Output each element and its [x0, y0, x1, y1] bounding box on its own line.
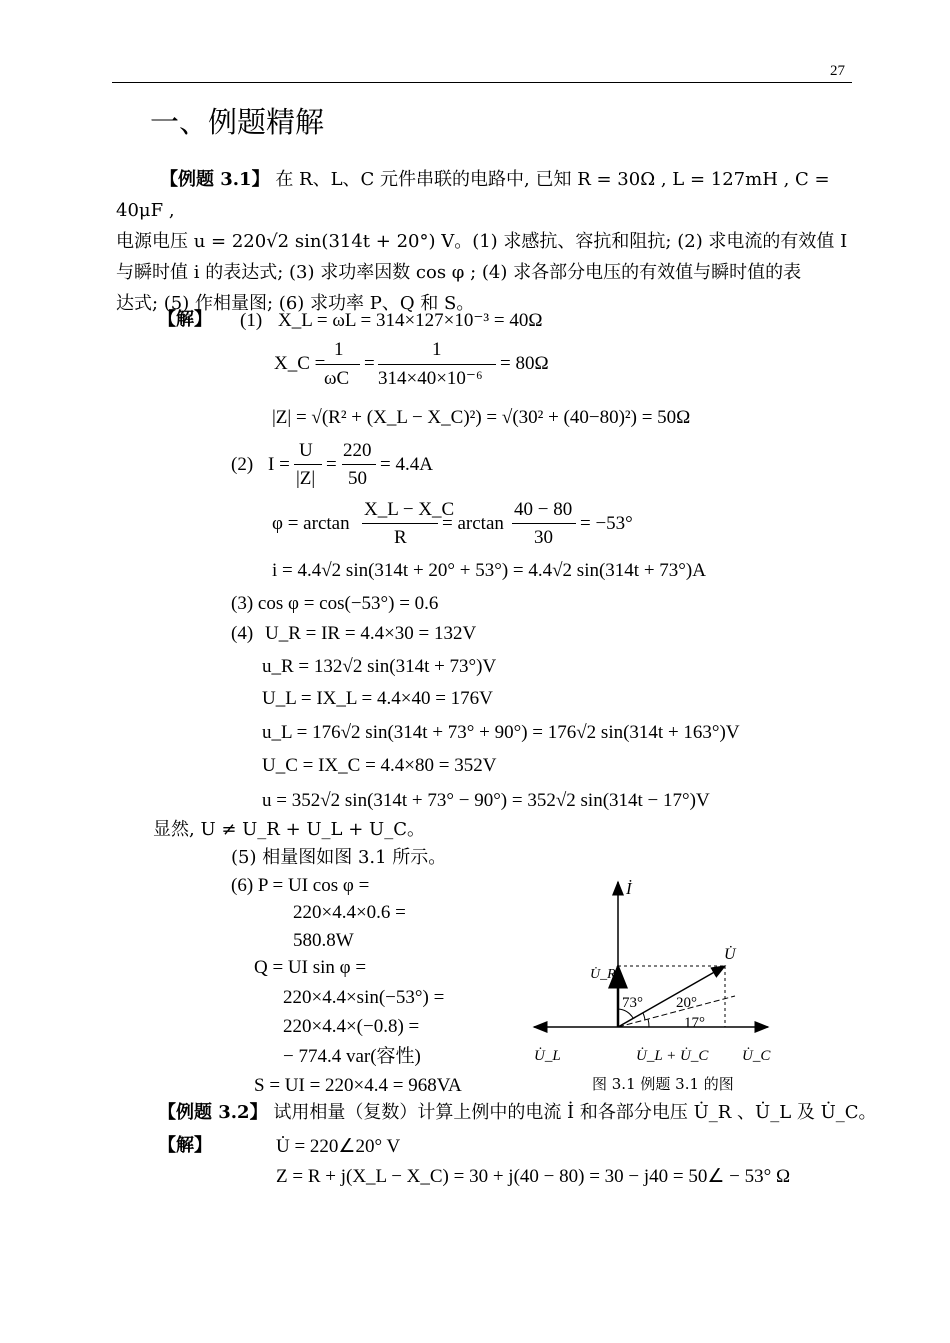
xc-frac1-den: ωC	[324, 368, 350, 389]
phi-lhs: φ = arctan	[272, 513, 350, 534]
xc-result: = 80Ω	[500, 353, 549, 374]
p-line-1: (6) P = UI cos φ =	[231, 875, 370, 896]
phi-mid: = arctan	[442, 513, 504, 534]
xc-lhs: X_C =	[274, 353, 326, 374]
section-title: 一、例题精解	[150, 105, 325, 139]
figure-caption: 图 3.1 例题 3.1 的图	[592, 1075, 734, 1093]
s-line: S = UI = 220×4.4 = 968VA	[254, 1075, 462, 1096]
xc-frac2-bar	[378, 364, 496, 365]
solution-label: 【解】	[158, 309, 212, 330]
example-3-1-line-1: 在 R、L、C 元件串联的电路中, 已知 R = 30Ω , L = 127mH , C = 40μF ,	[116, 169, 830, 221]
label-20: 20°	[676, 995, 697, 1011]
example-3-1-line-4: 达式; (5) 作相量图; (6) 求功率 P、Q 和 S。	[116, 293, 475, 314]
page-number: 27	[830, 63, 845, 79]
xc-eq: =	[364, 353, 375, 374]
xc-frac2-num: 1	[432, 339, 442, 360]
phi-frac2-den: 30	[534, 527, 553, 548]
q-line-4: − 774.4 var(容性)	[283, 1046, 421, 1067]
u-instantaneous: u = 352√2 sin(314t + 73° − 90°) = 352√2 sin(314t − 17°)V	[262, 790, 710, 811]
part-3: (3) cos φ = cos(−53°) = 0.6	[231, 593, 439, 614]
example-3-1	[116, 164, 856, 319]
i-frac1-num: U	[299, 440, 313, 461]
label-ur: U̇_R	[590, 967, 616, 982]
label-ul: U̇_L	[534, 1048, 561, 1064]
example-3-2	[158, 1104, 877, 1122]
phi-frac1-bar	[362, 523, 438, 524]
q-line-3: 220×4.4×(−0.8) =	[283, 1016, 420, 1037]
q-line-1: Q = UI sin φ =	[254, 957, 367, 978]
ul-equation: U_L = IX_L = 4.4×40 = 176V	[262, 688, 493, 709]
label-uc: U̇_C	[742, 1048, 771, 1064]
uc-equation: U_C = IX_C = 4.4×80 = 352V	[262, 755, 497, 776]
i-frac2-num: 220	[343, 440, 372, 461]
p-line-3: 580.8W	[293, 930, 354, 951]
i-frac1-bar	[294, 464, 322, 465]
phi-frac1-num: X_L − X_C	[364, 499, 455, 520]
solution-2-u: U̇ = 220∠20° V	[276, 1136, 401, 1157]
part-2-tag: (2)	[231, 454, 254, 475]
phi-frac2-num: 40 − 80	[514, 499, 573, 520]
example-3-1-line-2: 电源电压 u = 220√2 sin(314t + 20°) V。(1) 求感抗、容抗和阻抗; (2) 求电流的有效值 I	[116, 231, 848, 252]
arc-17	[648, 1019, 649, 1027]
ur-instantaneous: u_R = 132√2 sin(314t + 73°)V	[262, 656, 497, 677]
z-equation: |Z| = √(R² + (X_L − X_C)²) = √(30² + (40−80)²) = 50Ω	[272, 407, 691, 428]
part-4-tag: (4)	[231, 623, 254, 644]
xc-frac2-den: 314×40×10⁻⁶	[378, 368, 483, 389]
q-line-2: 220×4.4×sin(−53°) =	[283, 987, 445, 1008]
example-3-2-label: 【例题 3.2】	[158, 1102, 268, 1123]
i-lhs: I =	[268, 454, 290, 475]
example-3-1-line-3: 与瞬时值 i 的表达式; (3) 求功率因数 cos φ ; (4) 求各部分电压的有效值与瞬时值的表	[116, 262, 802, 283]
solution-2-label: 【解】	[158, 1135, 212, 1156]
i-frac2-den: 50	[348, 468, 367, 489]
label-17: 17°	[684, 1015, 705, 1031]
obvious-statement: 显然, U ≠ U_R + U_L + U_C。	[153, 819, 425, 840]
i-frac1-den: |Z|	[296, 468, 316, 489]
phi-frac2-bar	[512, 523, 576, 524]
i-frac2-bar	[342, 464, 376, 465]
phasor-diagram	[520, 870, 790, 1093]
i-eq: =	[326, 454, 337, 475]
xc-frac1-bar	[322, 364, 360, 365]
xc-frac1-num: 1	[334, 339, 344, 360]
i-result: = 4.4A	[380, 454, 433, 475]
header-rule	[112, 82, 852, 83]
ul-instantaneous: u_L = 176√2 sin(314t + 73° + 90°) = 176√2 sin(314t + 163°)V	[262, 722, 740, 743]
xl-equation: X_L = ωL = 314×127×10⁻³ = 40Ω	[278, 310, 543, 331]
example-3-2-text: 试用相量（复数）计算上例中的电流 İ 和各部分电压 U̇_R 、U̇_L 及 U̇_C。	[273, 1102, 877, 1123]
label-73: 73°	[622, 995, 643, 1011]
p-line-2: 220×4.4×0.6 =	[293, 902, 406, 923]
label-u: U̇	[724, 946, 736, 963]
label-ul-plus-uc: U̇_L + U̇_C	[636, 1048, 709, 1064]
arc-20	[643, 1013, 645, 1020]
phi-frac1-den: R	[394, 527, 407, 548]
example-3-1-label: 【例题 3.1】	[160, 169, 270, 190]
i-instantaneous: i = 4.4√2 sin(314t + 20° + 53°) = 4.4√2 sin(314t + 73°)A	[272, 560, 706, 581]
solution-2-z: Z = R + j(X_L − X_C) = 30 + j(40 − 80) = 30 − j40 = 50∠ − 53° Ω	[276, 1166, 791, 1187]
part-5: (5) 相量图如图 3.1 所示。	[231, 847, 447, 868]
label-i: İ	[626, 879, 632, 898]
ur-equation: U_R = IR = 4.4×30 = 132V	[265, 623, 477, 644]
phi-result: = −53°	[580, 513, 633, 534]
part-1-tag: (1)	[240, 310, 263, 331]
